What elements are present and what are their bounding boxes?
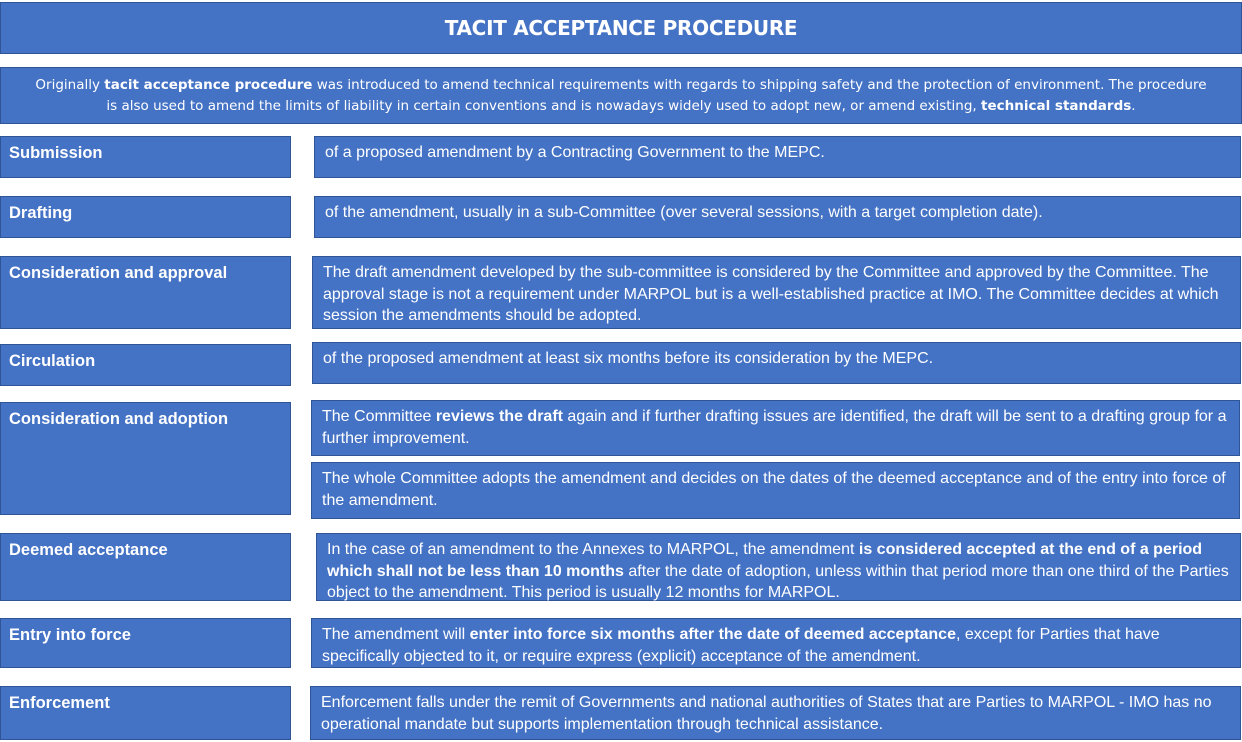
step-description: of a proposed amendment by a Contracting Government to the MEPC. xyxy=(314,136,1241,178)
step-description: Enforcement falls under the remit of Governments and national authorities of States that are Parties to MARPOL - IMO has no operational mandate but supports implementation through technical assistance. xyxy=(310,686,1241,740)
step-label: Consideration and adoption xyxy=(0,402,291,515)
step-description: The Committee reviews the draft again and if further drafting issues are identified, the draft will be sent to a drafting group for a further improvement. xyxy=(311,400,1240,456)
step-label: Enforcement xyxy=(0,686,291,740)
step-label: Entry into force xyxy=(0,618,291,668)
step-label: Drafting xyxy=(0,196,291,238)
intro-box xyxy=(0,67,1242,124)
step-label: Consideration and approval xyxy=(0,256,291,329)
step-description: of the amendment, usually in a sub-Committee (over several sessions, with a target completion date). xyxy=(314,196,1241,238)
step-description: The draft amendment developed by the sub-committee is considered by the Committee and approved by the Committee. The approval stage is not a requirement under MARPOL but is a well-established practice at IMO. The Committee decides at which session the amendments should be adopted. xyxy=(312,256,1241,329)
step-description: In the case of an amendment to the Annexes to MARPOL, the amendment is considered accepted at the end of a period which shall not be less than 10 months after the date of adoption, unless within that period more than one third of the Parties object to the amendment. This period is usually 12 months for MARPOL. xyxy=(316,533,1241,601)
step-label: Deemed acceptance xyxy=(0,533,291,601)
step-description: The amendment will enter into force six months after the date of deemed acceptance, except for Parties that have specifically objected to it, or require express (explicit) acceptance of the amendment. xyxy=(311,618,1241,668)
step-label: Circulation xyxy=(0,344,291,386)
step-label: Submission xyxy=(0,136,291,178)
step-description: The whole Committee adopts the amendment and decides on the dates of the deemed acceptance and of the entry into force of the amendment. xyxy=(311,462,1240,519)
step-description: of the proposed amendment at least six months before its consideration by the MEPC. xyxy=(312,342,1241,384)
intro-text: Originally tacit acceptance procedure was introduced to amend technical requirements with regards to shipping safety and the protection of environment. The procedure is also used to amend the limits of liability in certain conventions and is nowadays widely used to adopt new, or amend existing, technical standards. xyxy=(35,76,1207,114)
diagram-title: TACIT ACCEPTANCE PROCEDURE xyxy=(0,2,1242,54)
